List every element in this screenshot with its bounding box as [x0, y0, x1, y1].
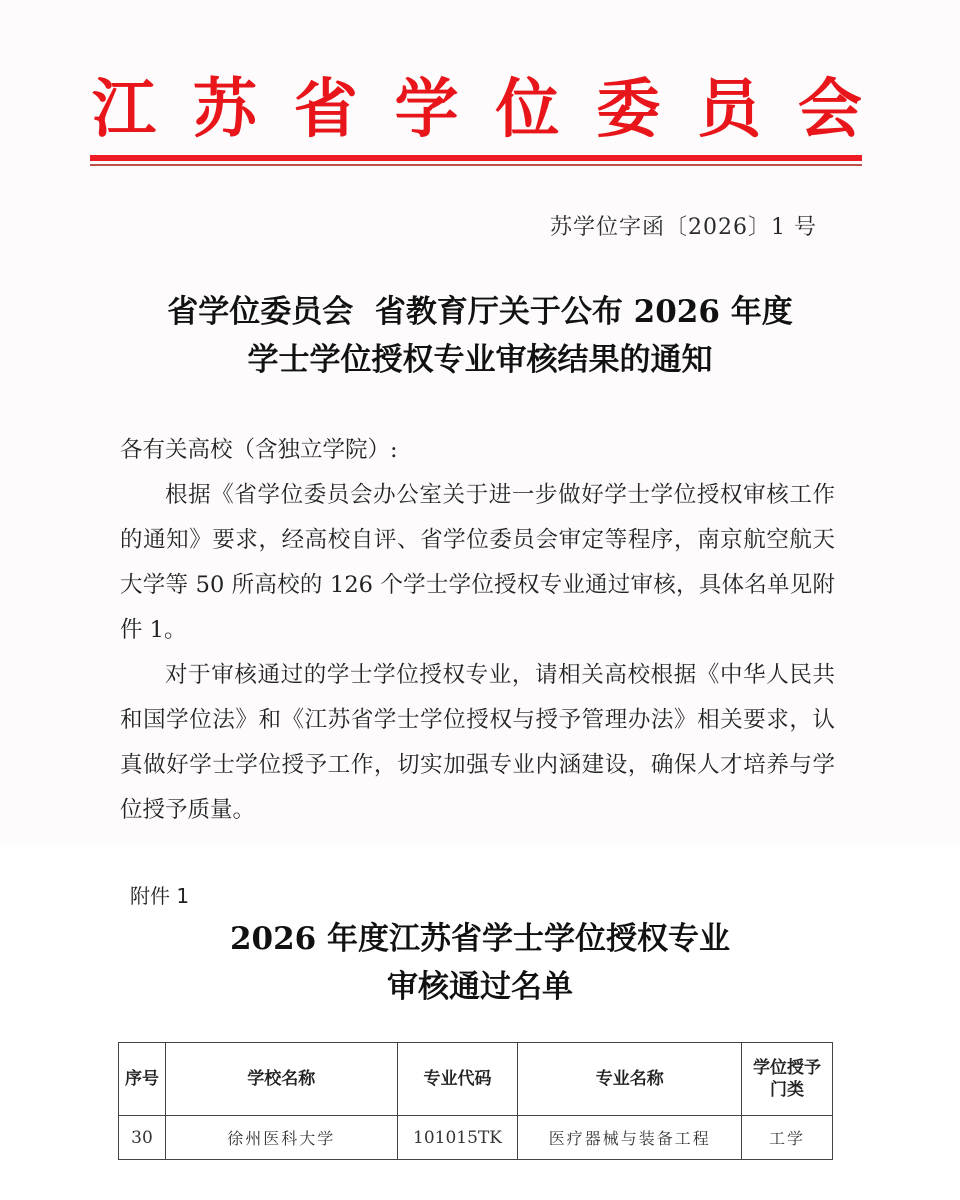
document-title: [0, 288, 960, 384]
document-body: [120, 428, 835, 833]
masthead-char: 江: [92, 72, 156, 147]
masthead: [92, 70, 862, 150]
approved-majors-table: [118, 1042, 833, 1160]
masthead-rule-thick: [90, 155, 862, 161]
cell-index: 30: [119, 1116, 166, 1160]
attachment-title-line-1: 2026 年度江苏省学士学位授权专业: [229, 921, 731, 957]
masthead-char: 委: [596, 72, 661, 147]
document-number: 苏学位字函〔2026〕1 号: [550, 215, 817, 240]
masthead-char: 位: [495, 72, 560, 147]
salutation: 各有关高校（含独立学院）:: [120, 437, 398, 463]
header-school: 学校名称: [165, 1043, 397, 1116]
masthead-char: 员: [697, 72, 762, 147]
attachment-label: 附件 1: [130, 884, 190, 908]
cell-school: 徐州医科大学: [165, 1116, 397, 1160]
table-header-row: [119, 1043, 833, 1116]
title-line-2: 学士学位授权专业审核结果的通知: [247, 342, 713, 378]
cell-code: 101015TK: [397, 1116, 518, 1160]
masthead-char: 学: [394, 72, 459, 147]
body-paragraph-2: 对于审核通过的学士学位授权专业，请相关高校根据《中华人民共和国学位法》和《江苏省学士学位授权与授予管理办法》相关要求，认真做好学士学位授予工作，切实加强专业内涵建设，确保人才培养与学位授予质量。: [120, 662, 835, 823]
table-row: [119, 1116, 833, 1160]
header-category: 学位授予门类: [742, 1043, 833, 1116]
cell-category: 工学: [742, 1116, 833, 1160]
header-index: 序号: [119, 1043, 166, 1116]
masthead-char: 苏: [192, 72, 257, 147]
title-line-1: 省学位委员会 省教育厅关于公布 2026 年度: [167, 294, 793, 330]
body-paragraph-1: 根据《省学位委员会办公室关于进一步做好学士学位授权审核工作的通知》要求，经高校自评、省学位委员会审定等程序，南京航空航天大学等 50 所高校的 126 个学士学位授权专业通过审核，具体名单见附件 1。: [120, 482, 835, 643]
masthead-char: 会: [797, 72, 862, 147]
masthead-char: 省: [293, 72, 358, 147]
masthead-rule-thin: [90, 164, 862, 166]
attachment-title-line-2: 审核通过名单: [387, 969, 573, 1005]
header-major: 专业名称: [518, 1043, 742, 1116]
header-code: 专业代码: [397, 1043, 518, 1116]
attachment-title: [0, 915, 960, 1011]
cell-major: 医疗器械与装备工程: [518, 1116, 742, 1160]
